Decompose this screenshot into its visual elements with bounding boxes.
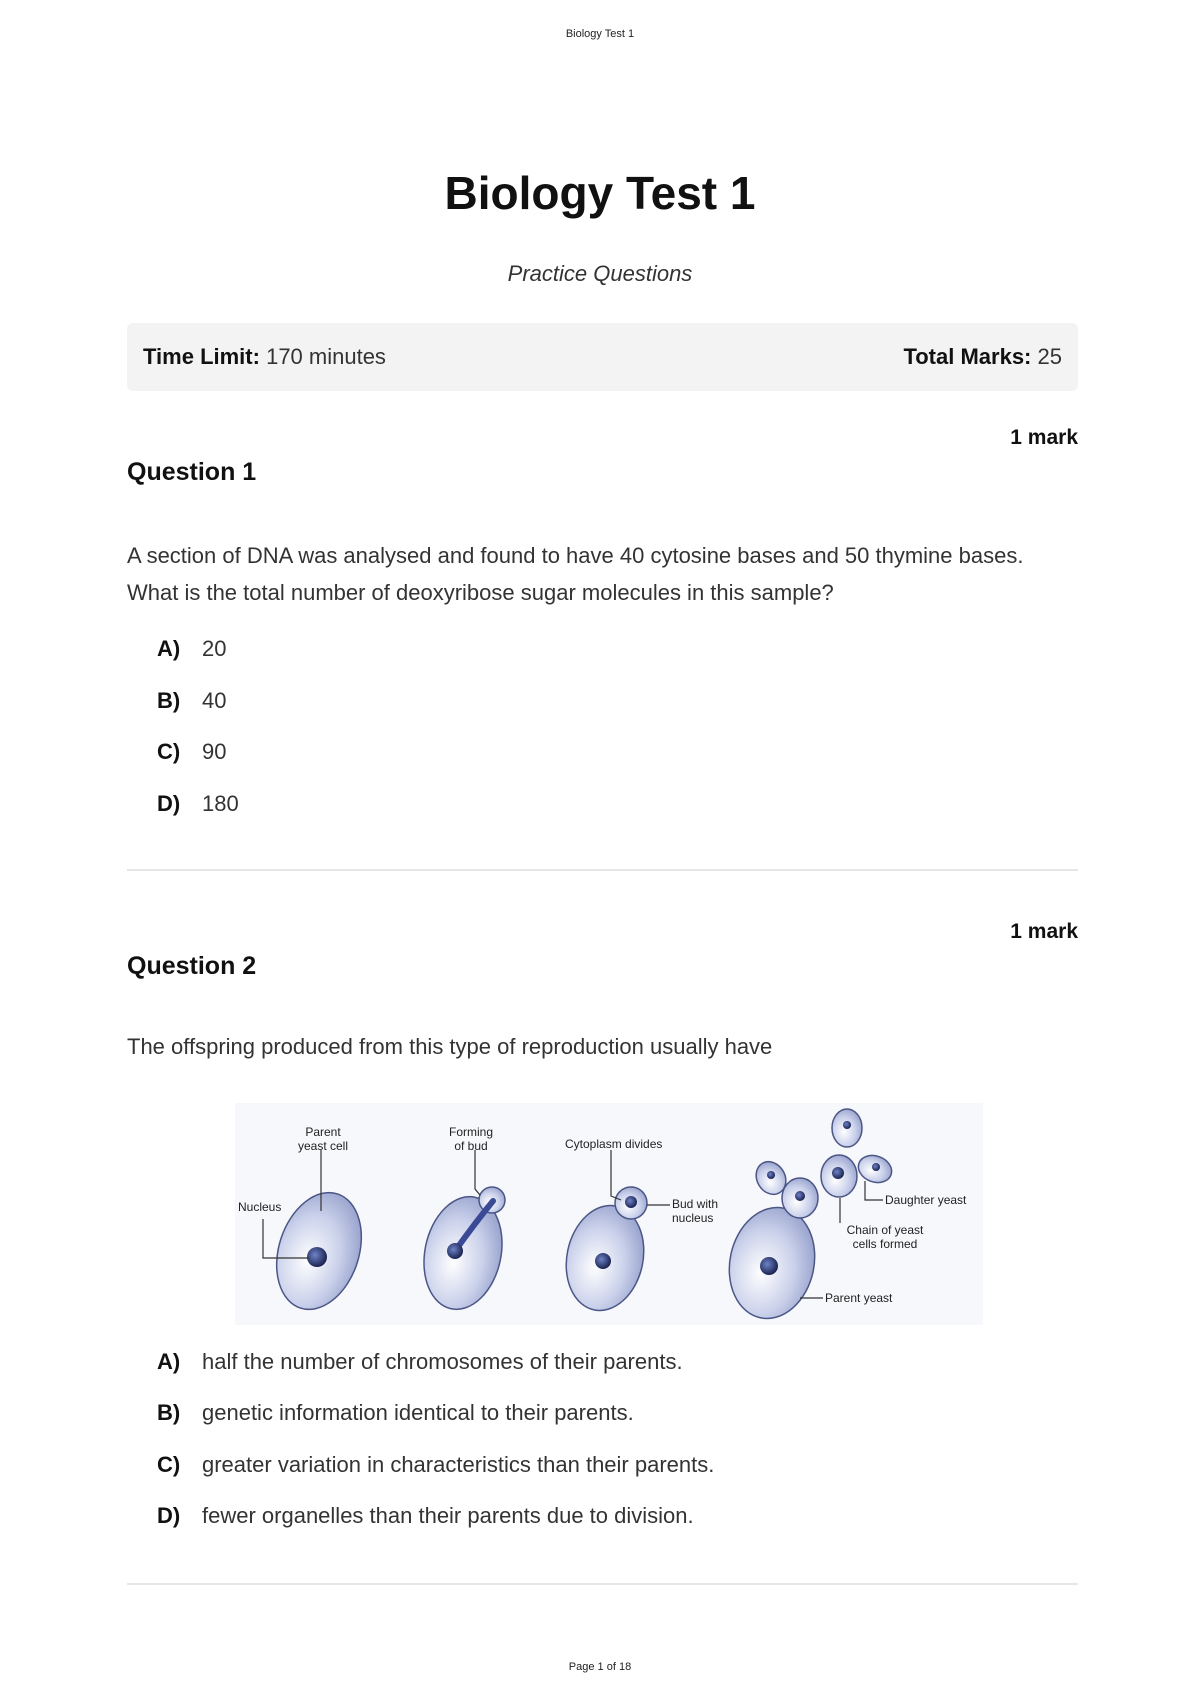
nucleus-shape [843, 1121, 851, 1129]
option-letter: A) [157, 1349, 181, 1374]
label-bud-2: nucleus [672, 1211, 714, 1225]
nucleus-shape [767, 1171, 775, 1179]
option-c[interactable] [157, 1452, 714, 1478]
question-divider [127, 1583, 1078, 1585]
total-marks-label: Total Marks: [903, 344, 1032, 369]
label-chain-2: cells formed [852, 1237, 918, 1251]
nucleus-shape [760, 1257, 778, 1275]
option-d[interactable] [157, 1503, 694, 1529]
time-limit [143, 344, 386, 370]
running-header: Biology Test 1 [565, 28, 635, 40]
option-letter: B) [157, 688, 181, 713]
option-d[interactable] [157, 791, 239, 817]
total-marks-value: 25 [1037, 344, 1062, 369]
nucleus-shape [795, 1191, 805, 1201]
time-limit-label: Time Limit: [143, 344, 260, 369]
option-b[interactable] [157, 688, 226, 714]
label-forming-2: of bud [454, 1139, 488, 1153]
option-text: fewer organelles than their parents due to division. [202, 1503, 694, 1528]
nucleus-shape [832, 1167, 844, 1179]
option-text: greater variation in characteristics than their parents. [202, 1452, 715, 1477]
option-b[interactable] [157, 1400, 634, 1426]
option-text: genetic information identical to their parents. [202, 1400, 634, 1425]
question-text: A section of DNA was analysed and found to have 40 cytosine bases and 50 thymine bases. What is the total number of deoxyribose sugar molecules in this sample? [127, 543, 1024, 605]
label-nucleus: Nucleus [238, 1200, 282, 1214]
option-letter: B) [157, 1400, 181, 1425]
option-letter: D) [157, 791, 181, 816]
question-marks: 1 mark [1010, 426, 1078, 449]
total-marks [903, 344, 1062, 370]
label-parent-1: Parent [305, 1125, 341, 1139]
option-letter: C) [157, 1452, 181, 1477]
test-info-box [127, 323, 1078, 391]
label-cytoplasm: Cytoplasm divides [565, 1137, 663, 1151]
question-title: Question 2 [127, 952, 257, 980]
option-text: half the number of chromosomes of their parents. [202, 1349, 683, 1374]
page-subtitle: Practice Questions [507, 261, 693, 286]
option-text: 40 [202, 688, 227, 713]
option-c[interactable] [157, 739, 226, 765]
label-chain-1: Chain of yeast [846, 1223, 924, 1237]
label-daughter-yeast: Daughter yeast [885, 1193, 967, 1207]
question-text: The offspring produced from this type of reproduction usually have [127, 1034, 773, 1059]
time-limit-value: 170 minutes [266, 344, 386, 369]
label-forming-1: Forming [448, 1125, 494, 1139]
page-title: Biology Test 1 [444, 167, 756, 219]
nucleus-shape [307, 1247, 327, 1267]
yeast-budding-diagram [235, 1103, 983, 1325]
label-bud-1: Bud with [672, 1197, 719, 1211]
option-letter: C) [157, 739, 181, 764]
label-parent-yeast: Parent yeast [825, 1291, 893, 1305]
page-number: Page 1 of 18 [568, 1661, 632, 1673]
option-letter: A) [157, 636, 181, 661]
option-letter: D) [157, 1503, 181, 1528]
option-a[interactable] [157, 1349, 683, 1375]
option-text: 180 [202, 791, 239, 816]
question-title: Question 1 [127, 458, 257, 486]
option-text: 90 [202, 739, 227, 764]
nucleus-shape [447, 1243, 463, 1259]
nucleus-shape [872, 1163, 880, 1171]
option-a[interactable] [157, 636, 226, 662]
question-divider [127, 869, 1078, 871]
label-parent-2: yeast cell [297, 1139, 349, 1153]
question-marks: 1 mark [1010, 920, 1078, 943]
option-text: 20 [202, 636, 227, 661]
bud-nucleus-shape [625, 1196, 637, 1208]
nucleus-shape [595, 1253, 611, 1269]
